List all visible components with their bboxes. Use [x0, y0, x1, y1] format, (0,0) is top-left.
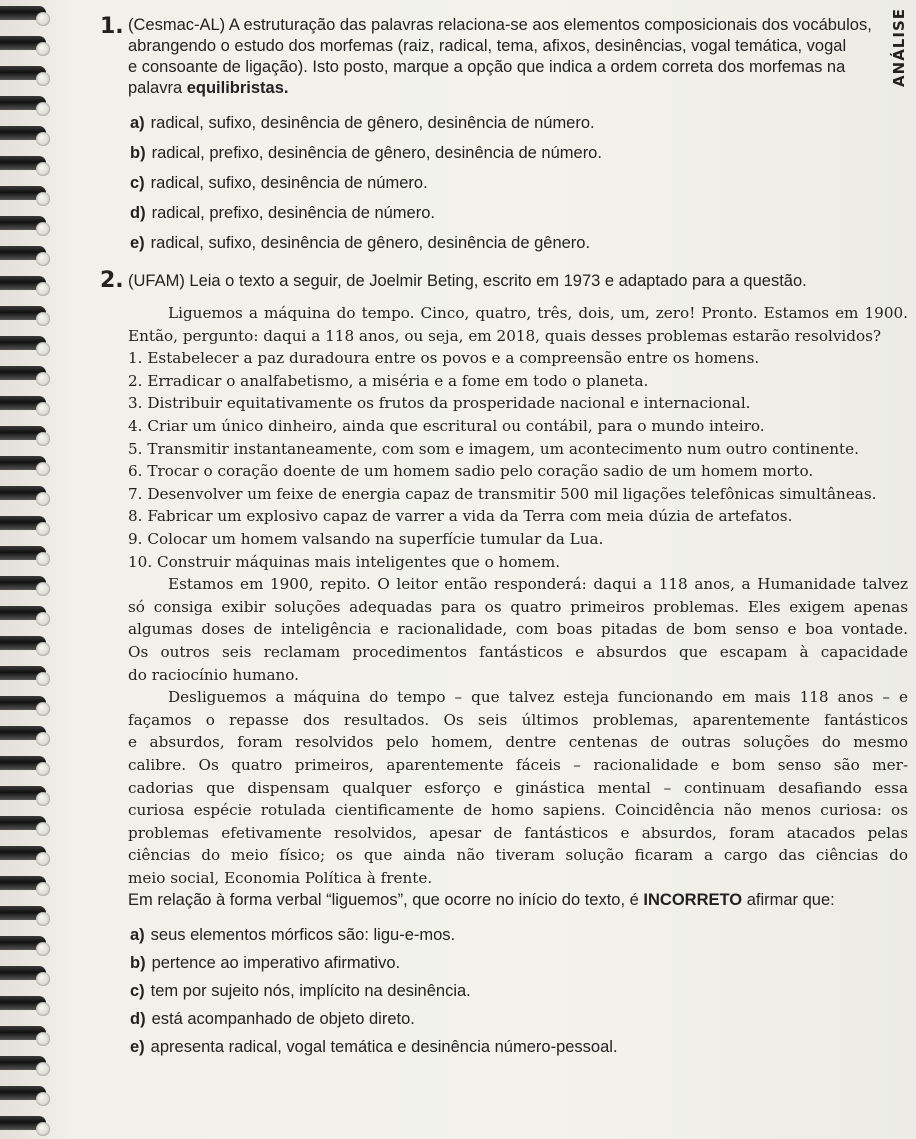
target-word: equilibristas.: [186, 79, 289, 97]
option-c[interactable]: c) radical, sufixo, desinência de número.: [130, 174, 428, 192]
binding-hole: [36, 822, 50, 836]
option-e[interactable]: e) radical, sufixo, desinência de gênero, desinência de gênero.: [130, 234, 591, 252]
passage-line: do raciocínio humano.: [128, 665, 299, 684]
binding-hole: [36, 552, 50, 566]
side-tab-label: ANÁLISE: [890, 8, 908, 87]
binding-hole: [36, 162, 50, 176]
question-2-number: 2.: [100, 268, 124, 293]
q1-stem-line: e consoante de ligação). Isto posto, marque a opção que indica a ordem correta dos morfemas na: [128, 58, 846, 76]
passage-line: Os outros seis reclamam procedimentos fantásticos e absurdos que escapam à capacidade: [128, 643, 908, 661]
binding-hole: [36, 672, 50, 686]
question-2-prompt: Em relação à forma verbal “liguemos”, que ocorre no início do texto, é INCORRETO afirmar que:: [128, 891, 835, 909]
binding-hole: [36, 312, 50, 326]
passage-line: Então, pergunto: daqui a 118 anos, ou seja, em 2018, quais desses problemas estarão resolvidos?: [128, 326, 882, 345]
binding-hole: [36, 852, 50, 866]
passage-list-item: 5. Transmitir instantaneamente, com som e imagem, um acontecimento num outro continente.: [128, 439, 859, 458]
option-a[interactable]: a) radical, sufixo, desinência de gênero, desinência de número.: [130, 114, 595, 132]
binding-hole: [36, 342, 50, 356]
option-d[interactable]: d) radical, prefixo, desinência de número.: [130, 204, 435, 222]
option-e[interactable]: e) apresenta radical, vogal temática e desinência número-pessoal.: [130, 1038, 618, 1056]
binding-hole: [36, 12, 50, 26]
binding-hole: [36, 882, 50, 896]
binding-hole: [36, 702, 50, 716]
q1-stem-line: (Cesmac-AL) A estruturação das palavras relaciona-se aos elementos composicionais dos vocábulos,: [128, 16, 872, 34]
option-d[interactable]: d) está acompanhado de objeto direto.: [130, 1010, 415, 1028]
binding-hole: [36, 1122, 50, 1136]
passage-list-item: 1. Estabelecer a paz duradoura entre os povos e a compreensão entre os homens.: [128, 349, 760, 368]
passage-line: algumas doses de inteligência e racionalidade, com boas pitadas de bom senso e boa vontade.: [128, 620, 908, 639]
binding-hole: [36, 72, 50, 86]
option-a[interactable]: a) seus elementos mórficos são: ligu-e-mos.: [130, 926, 456, 944]
binding-hole: [36, 282, 50, 296]
binding-hole: [36, 222, 50, 236]
binding-hole: [36, 732, 50, 746]
binding-hole: [36, 132, 50, 146]
question-1-number: 1.: [100, 14, 124, 39]
passage-line: calibre. Os quatro primeiros, aparentemente fáceis – racionalidade e bom senso são mer-: [128, 756, 908, 774]
passage-line: só consiga exibir soluções adequadas para os quatro primeiros problemas. Eles exigem apenas: [128, 597, 908, 616]
passage-line: problemas efetivamente resolvidos, apesar de fantásticos e absurdos, foram atacados pelas: [128, 823, 908, 842]
passage-line: e absurdos, foram resolvidos pelo homem, dentre centenas de outras soluções do mesmo: [128, 733, 908, 752]
passage-list-item: 3. Distribuir equitativamente os frutos da prosperidade nacional e internacional.: [128, 394, 751, 413]
binding-hole: [36, 1032, 50, 1046]
binding-hole: [36, 252, 50, 266]
binding-hole: [36, 762, 50, 776]
passage-line: Desliguemos a máquina do tempo – que talvez esteja funcionando em mais 118 anos – e: [168, 688, 908, 707]
option-c[interactable]: c) tem por sujeito nós, implícito na desinência.: [130, 982, 471, 1000]
binding-hole: [36, 372, 50, 386]
passage-line: Liguemos a máquina do tempo. Cinco, quatro, três, dois, um, zero! Pronto. Estamos em 1900.: [168, 304, 908, 322]
binding-hole: [36, 612, 50, 626]
option-b[interactable]: b) radical, prefixo, desinência de gênero, desinência de número.: [130, 144, 602, 162]
binding-hole: [36, 192, 50, 206]
passage-list-item: 10. Construir máquinas mais inteligentes que o homem.: [128, 552, 561, 571]
passage-line: cadorias que dispensam qualquer esforço e ginástica mental – continuam desafiando essa: [128, 778, 908, 797]
passage-list-item: 7. Desenvolver um feixe de energia capaz de transmitir 500 mil ligações telefônicas simultâneas.: [128, 484, 877, 503]
passage-line: façamos o repasse dos resultados. Os seis últimos problemas, aparentemente fantásticos: [128, 710, 908, 729]
binding-hole: [36, 102, 50, 116]
binding-hole: [36, 1062, 50, 1076]
binding-hole: [36, 912, 50, 926]
binding-hole: [36, 642, 50, 656]
binding-hole: [36, 432, 50, 446]
q1-stem-line: palavra equilibristas.: [128, 79, 289, 97]
q1-stem-line: abrangendo o estudo dos morfemas (raiz, radical, tema, afixos, desinências, vogal temática, vogal: [128, 37, 847, 55]
binding-hole: [36, 402, 50, 416]
passage-line: meio social, Economia Política à frente.: [128, 869, 433, 887]
binding-hole: [36, 792, 50, 806]
passage-list-item: 4. Criar um único dinheiro, ainda que escritural ou contábil, para o mundo inteiro.: [128, 417, 765, 435]
passage-line: Estamos em 1900, repito. O leitor então responderá: daqui a 118 anos, a Humanidade talvez: [168, 575, 908, 594]
passage-line: curiosa espécie rotulada cientificamente de homo sapiens. Coincidência não menos curiosa: os: [128, 801, 908, 820]
passage-list-item: 8. Fabricar um explosivo capaz de varrer a vida da Terra com meia dúzia de artefatos.: [128, 507, 793, 526]
binding-hole: [36, 972, 50, 986]
spiral-binding: [0, 0, 60, 1139]
binding-hole: [36, 522, 50, 536]
passage-list-item: 2. Erradicar o analfabetismo, a miséria e a fome em todo o planeta.: [128, 371, 649, 390]
binding-hole: [36, 942, 50, 956]
binding-hole: [36, 462, 50, 476]
binding-hole: [36, 492, 50, 506]
question-2-stem: (UFAM) Leia o texto a seguir, de Joelmir Beting, escrito em 1973 e adaptado para a questão.: [128, 272, 807, 290]
binding-hole: [36, 582, 50, 596]
passage-list-item: 6. Trocar o coração doente de um homem sadio pelo coração sadio de um homem morto.: [128, 462, 814, 481]
passage-line: ciências do meio físico; os que ainda não tiveram solução ficaram a cargo das ciências do: [128, 846, 908, 865]
binding-hole: [36, 1092, 50, 1106]
option-b[interactable]: b) pertence ao imperativo afirmativo.: [130, 954, 401, 972]
passage-list-item: 9. Colocar um homem valsando na superfície tumular da Lua.: [128, 530, 604, 548]
binding-hole: [36, 42, 50, 56]
binding-hole: [36, 1002, 50, 1016]
